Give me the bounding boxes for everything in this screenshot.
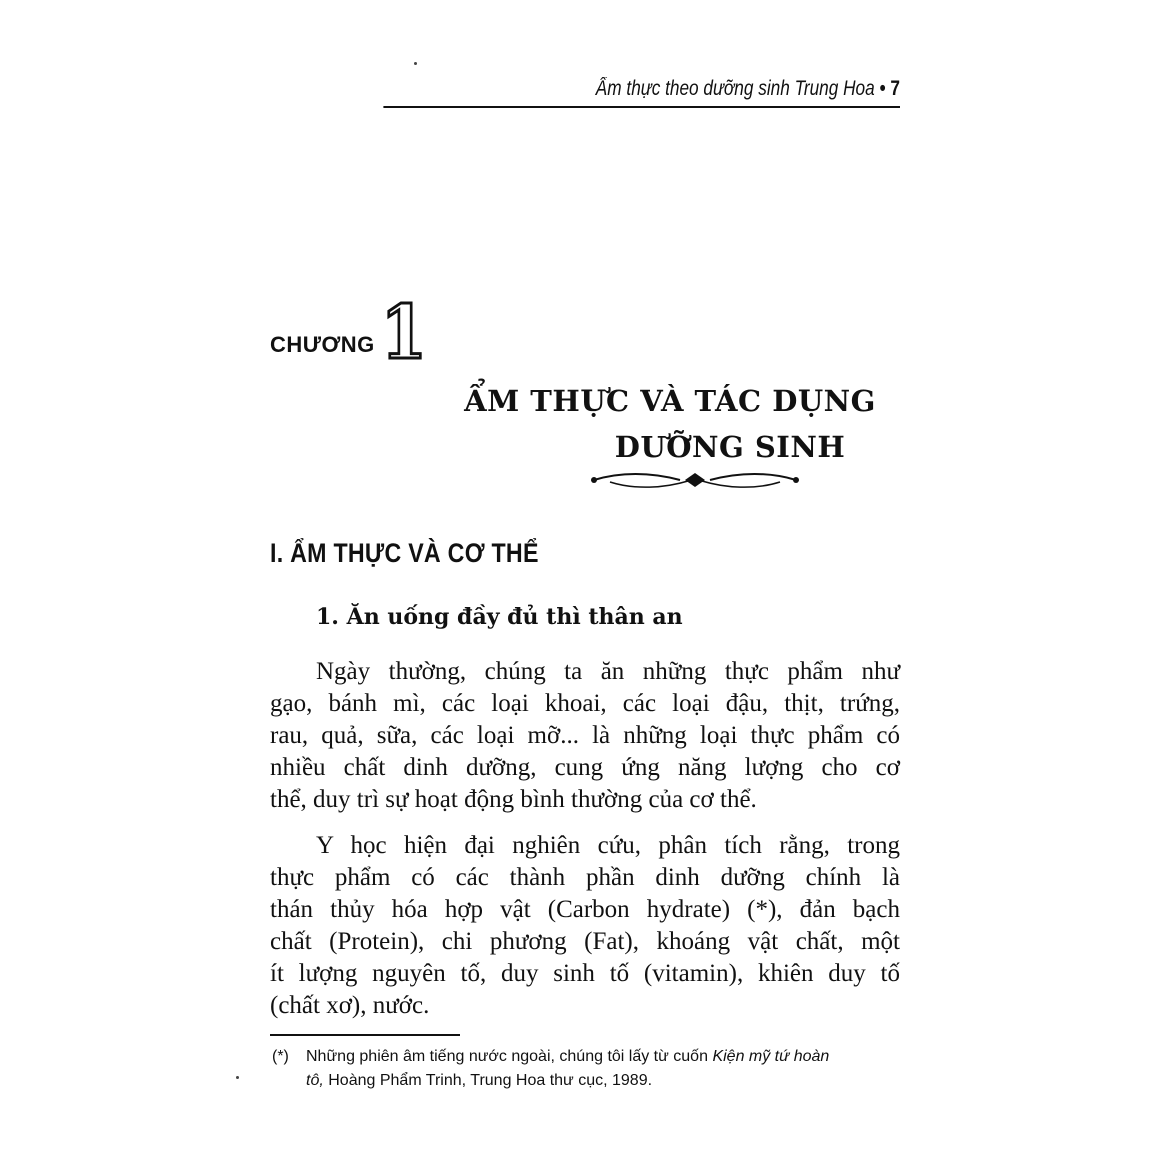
running-header <box>383 72 900 108</box>
footnote-book-title: Kiện mỹ tứ hoàn <box>712 1048 830 1065</box>
section-heading: I. ẨM THỰC VÀ CƠ THỂ <box>270 538 539 568</box>
chapter-label: CHƯƠNG <box>270 332 375 357</box>
paragraph-1-line: rau, quả, sữa, các loại mỡ... là những loại thực phẩm có <box>270 722 900 749</box>
print-speck <box>236 1076 239 1079</box>
paragraph-2-line: ít lượng nguyên tố, duy sinh tố (vitamin), khiên duy tố <box>270 960 900 987</box>
paragraph-2-line: Y học hiện đại nghiên cứu, phân tích rằng, trong <box>316 832 900 859</box>
footnote-line2 <box>272 1069 902 1093</box>
footnote <box>272 1045 902 1093</box>
paragraph-1-line: thể, duy trì sự hoạt động bình thường của cơ thể. <box>270 786 757 813</box>
paragraph-1-line: nhiều chất dinh dưỡng, cung ứng năng lượng cho cơ <box>270 754 900 781</box>
paragraph-1-line: Ngày thường, chúng ta ăn những thực phẩm như <box>316 658 900 685</box>
chapter-title <box>440 378 900 470</box>
footnote-citation: Hoàng Phẩm Trinh, Trung Hoa thư cục, 1989. <box>328 1072 653 1089</box>
running-header-title: Ẩm thực theo dưỡng sinh Trung Hoa <box>595 77 875 100</box>
footnote-book-title-end: tô, <box>306 1072 324 1089</box>
chapter-title-line1: ẨM THỰC VÀ TÁC DỤNG <box>464 384 876 418</box>
footnote-text: Những phiên âm tiếng nước ngoài, chúng tôi lấy từ cuốn <box>306 1048 708 1065</box>
paragraph-2-line: chất (Protein), chi phương (Fat), khoáng vật chất, một <box>270 928 900 955</box>
footnote-divider <box>270 1034 460 1036</box>
paragraph-2-line: thán thủy hóa hợp vật (Carbon hydrate) (*), đản bạch <box>270 896 900 923</box>
chapter-title-line2: DƯỠNG SINH <box>614 430 846 464</box>
subsection-heading: 1. Ăn uống đầy đủ thì thân an <box>316 604 683 630</box>
paragraph-2-line: (chất xơ), nước. <box>270 992 430 1019</box>
chapter-number: 1 <box>380 290 427 376</box>
print-speck <box>414 62 417 65</box>
footnote-mark: (*) <box>272 1048 289 1065</box>
paragraph-2-line: thực phẩm có các thành phần dinh dưỡng chính là <box>270 864 900 891</box>
decorative-ornament <box>590 468 800 492</box>
page-number: • 7 <box>879 77 900 100</box>
paragraph-1-line: gạo, bánh mì, các loại khoai, các loại đậu, thịt, trứng, <box>270 690 900 717</box>
